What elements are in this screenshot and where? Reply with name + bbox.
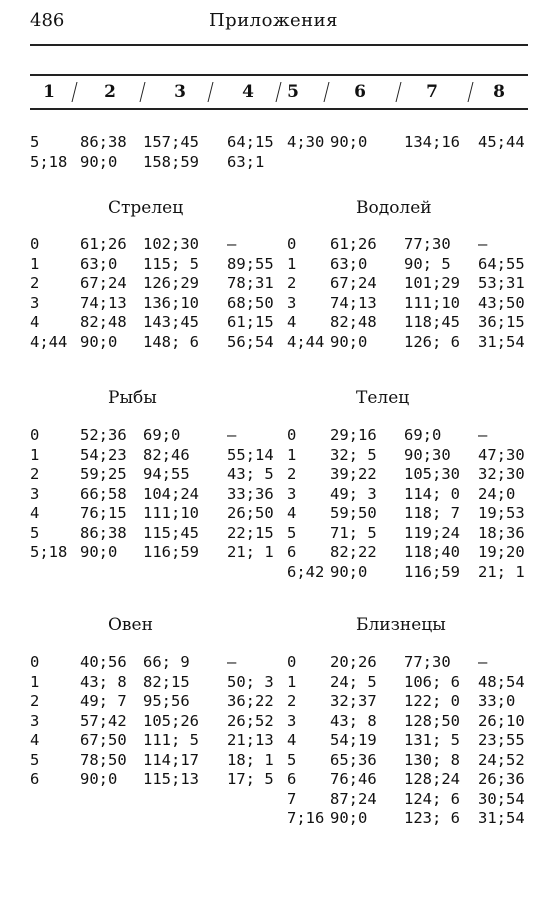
table-cell-arg: 2 [30,692,40,710]
table-cell-d: 59;50 [330,504,377,522]
table-row [0,464,547,484]
table-cell-arg: 2 [30,274,40,292]
table-top-rule [30,74,528,76]
table-cell-arg2: 3 [287,484,297,503]
table-cell-c: 36;22 [227,692,274,710]
table-cell-c: 89;55 [227,254,274,273]
table-cell-a: 66;58 [80,484,127,503]
column-separator [140,82,146,102]
table-cell-f: 64;55 [478,254,525,273]
table-cell-a: 57;42 [80,711,127,730]
table-cell-e: 116;59 [404,562,460,581]
table-cell-c: 18; 1 [227,750,274,769]
sign-title-left: Рыбы [108,388,157,408]
table-cell-arg2: 6 [287,543,297,561]
table-cell-f: 31;54 [478,332,525,351]
table-cell-arg2: 6;42 [287,562,325,581]
table-cell-f: 36;15 [478,313,525,331]
column-header: 7 [426,82,438,102]
table-cell-f: 43;50 [478,293,525,312]
table-cell-arg2: 1 [287,254,297,273]
table-cell-arg: 5;18 [30,543,68,561]
table-cell-arg: 4 [30,504,40,522]
table-cell-arg2: 4;30 [287,133,325,151]
table-cell-b: 143;45 [143,313,199,331]
table-row [0,273,547,293]
table-row [0,484,547,504]
table-cell-e: 118; 7 [404,504,460,522]
table-cell-d: 39;22 [330,465,377,483]
table-cell-a: 63;0 [80,254,118,273]
table-cell-b: 114;17 [143,750,199,769]
table-cell-d: 20;26 [330,653,377,671]
table-cell-a: 59;25 [80,465,127,483]
sign-title-left: Стрелец [108,198,184,218]
table-cell-c: 17; 5 [227,770,274,788]
table-cell-arg2: 4 [287,504,297,522]
table-cell-f: — [478,653,488,671]
table-cell-e: 128;24 [404,770,460,788]
table-cell-arg2: 3 [287,293,297,312]
table-row [0,711,547,731]
table-cell-f: 30;54 [478,789,525,808]
table-cell-a: 90;0 [80,770,118,788]
table-cell-b: 158;59 [143,152,199,171]
table-row [0,769,547,789]
table-cell-a: 74;13 [80,293,127,312]
column-header: 6 [354,82,366,102]
table-cell-f: 23;55 [478,731,525,749]
table-cell-d: 54;19 [330,731,377,749]
table-cell-a: 40;56 [80,653,127,671]
table-cell-a: 76;15 [80,504,127,522]
column-header: 5 [287,82,299,102]
column-header-row [30,80,528,104]
table-cell-d: 63;0 [330,254,368,273]
table-cell-e: 111;10 [404,293,460,312]
table-cell-c: 43; 5 [227,465,274,483]
table-cell-a: 78;50 [80,750,127,769]
table-row [0,672,547,692]
table-cell-b: 115; 5 [143,254,199,273]
table-cell-arg: 5 [30,133,40,151]
table-cell-a: 90;0 [80,152,118,171]
table-cell-a: 82;48 [80,313,127,331]
table-cell-arg2: 4 [287,313,297,331]
table-cell-f: 19;20 [478,543,525,561]
table-cell-d: 74;13 [330,293,377,312]
table-cell-a: 52;36 [80,426,127,444]
table-cell-e: 118;40 [404,543,460,561]
table-cell-b: 105;26 [143,711,199,730]
table-cell-a: 67;50 [80,731,127,749]
table-cell-c: 61;15 [227,313,274,331]
table-cell-d: 24; 5 [330,672,377,691]
running-title: Приложения [208,10,339,31]
table-cell-c: 50; 3 [227,672,274,691]
table-cell-arg2: 5 [287,750,297,769]
table-cell-arg2: 5 [287,523,297,542]
table-row [0,652,547,672]
table-row [0,730,547,750]
table-row [0,750,547,770]
table-cell-f: 48;54 [478,672,525,691]
table-cell-arg: 4 [30,313,40,331]
table-cell-d: 87;24 [330,789,377,808]
table-row [0,542,547,562]
table-cell-d: 43; 8 [330,711,377,730]
table-cell-f: 53;31 [478,274,525,292]
table-cell-f: — [478,426,488,444]
table-cell-b: 111; 5 [143,731,199,749]
table-cell-c: — [227,653,237,671]
table-cell-b: 148; 6 [143,332,199,351]
table-row [0,234,547,254]
table-cell-e: 119;24 [404,523,460,542]
table-cell-b: 66; 9 [143,653,190,671]
table-cell-c: 56;54 [227,332,274,351]
table-cell-arg: 5;18 [30,152,68,171]
column-header: 1 [43,82,55,102]
table-cell-b: 69;0 [143,426,181,444]
table-row [0,691,547,711]
table-cell-a: 86;38 [80,133,127,151]
table-row [0,523,547,543]
column-header: 2 [104,82,116,102]
table-cell-arg: 4;44 [30,332,68,351]
table-cell-b: 126;29 [143,274,199,292]
table-cell-d: 90;0 [330,332,368,351]
table-cell-f: 31;54 [478,809,525,827]
table-cell-f: 26;36 [478,770,525,788]
table-cell-c: 55;14 [227,445,274,464]
table-cell-a: 86;38 [80,523,127,542]
table-cell-e: 114; 0 [404,484,460,503]
table-cell-d: 29;16 [330,426,377,444]
table-cell-c: 21;13 [227,731,274,749]
table-cell-arg2: 2 [287,692,297,710]
table-cell-d: 49; 3 [330,484,377,503]
table-cell-d: 90;0 [330,809,368,827]
table-cell-arg2: 3 [287,711,297,730]
table-cell-arg2: 7 [287,789,297,808]
table-cell-f: 33;0 [478,692,516,710]
table-cell-arg: 0 [30,653,40,671]
table-cell-f: — [478,235,488,253]
table-cell-d: 32;37 [330,692,377,710]
page-header [0,10,547,36]
column-separator [72,82,78,102]
table-cell-d: 82;22 [330,543,377,561]
table-cell-d: 67;24 [330,274,377,292]
table-cell-b: 111;10 [143,504,199,522]
table-cell-arg: 0 [30,235,40,253]
table-row [0,293,547,313]
table-cell-d: 90;0 [330,562,368,581]
header-rule [30,44,528,46]
sign-title-left: Овен [108,615,153,635]
table-cell-d: 65;36 [330,750,377,769]
table-cell-b: 116;59 [143,543,199,561]
table-cell-c: 21; 1 [227,543,274,561]
sign-title-right: Телец [356,388,410,408]
table-cell-b: 157;45 [143,133,199,151]
table-cell-arg: 3 [30,484,40,503]
table-cell-arg2: 0 [287,426,297,444]
table-cell-arg: 5 [30,750,40,769]
table-cell-c: — [227,426,237,444]
table-cell-e: 128;50 [404,711,460,730]
table-cell-arg2: 2 [287,274,297,292]
table-cell-b: 115;13 [143,770,199,788]
table-cell-a: 61;26 [80,235,127,253]
table-cell-arg: 3 [30,711,40,730]
table-cell-c: 22;15 [227,523,274,542]
table-cell-arg2: 0 [287,235,297,253]
page-number: 486 [30,10,65,31]
table-cell-b: 102;30 [143,235,199,253]
table-row [0,789,547,809]
table-cell-a: 67;24 [80,274,127,292]
table-cell-arg: 6 [30,770,40,788]
table-cell-e: 69;0 [404,426,442,444]
table-cell-a: 90;0 [80,543,118,561]
table-cell-arg: 3 [30,293,40,312]
table-cell-b: 136;10 [143,293,199,312]
table-cell-arg2: 2 [287,465,297,483]
table-cell-e: 77;30 [404,653,451,671]
table-cell-arg: 1 [30,672,40,691]
table-cell-f: 24;0 [478,484,516,503]
table-row [0,445,547,465]
table-cell-d: 82;48 [330,313,377,331]
table-cell-e: 105;30 [404,465,460,483]
table-cell-arg2: 6 [287,770,297,788]
table-cell-e: 118;45 [404,313,460,331]
table-cell-e: 134;16 [404,133,460,151]
table-cell-d: 32; 5 [330,445,377,464]
table-row [0,312,547,332]
column-header: 3 [174,82,186,102]
table-cell-c: 68;50 [227,293,274,312]
table-cell-c: 63;1 [227,152,265,171]
table-cell-a: 49; 7 [80,692,127,710]
table-cell-e: 123; 6 [404,809,460,827]
table-cell-e: 106; 6 [404,672,460,691]
table-row [0,132,547,152]
table-cell-e: 122; 0 [404,692,460,710]
table-cell-c: 26;52 [227,711,274,730]
table-row [0,152,547,172]
table-row [0,425,547,445]
column-header: 8 [493,82,505,102]
table-cell-d: 90;0 [330,133,368,151]
table-cell-arg2: 4 [287,731,297,749]
sign-title-right: Водолей [356,198,432,218]
table-cell-f: 19;53 [478,504,525,522]
table-cell-c: 64;15 [227,133,274,151]
table-cell-b: 82;15 [143,672,190,691]
table-cell-c: 33;36 [227,484,274,503]
table-cell-f: 21; 1 [478,562,525,581]
table-cell-e: 77;30 [404,235,451,253]
table-cell-c: 26;50 [227,504,274,522]
table-cell-d: 71; 5 [330,523,377,542]
table-cell-arg: 1 [30,254,40,273]
table-cell-a: 90;0 [80,332,118,351]
table-cell-e: 126; 6 [404,332,460,351]
table-cell-c: — [227,235,237,253]
sign-title-right: Близнецы [356,615,446,635]
table-cell-f: 18;36 [478,523,525,542]
table-cell-arg: 0 [30,426,40,444]
table-cell-arg: 4 [30,731,40,749]
table-cell-arg2: 1 [287,445,297,464]
table-cell-a: 43; 8 [80,672,127,691]
table-row [0,503,547,523]
column-header-rule [30,108,528,110]
table-row [0,808,547,828]
table-cell-e: 90; 5 [404,254,451,273]
table-cell-c: 78;31 [227,274,274,292]
table-cell-arg2: 4;44 [287,332,325,351]
table-cell-e: 90;30 [404,445,451,464]
table-cell-b: 115;45 [143,523,199,542]
table-cell-b: 104;24 [143,484,199,503]
table-cell-arg2: 0 [287,653,297,671]
table-cell-b: 94;55 [143,465,190,483]
column-header: 4 [242,82,254,102]
table-cell-arg2: 1 [287,672,297,691]
table-cell-f: 26;10 [478,711,525,730]
table-cell-arg: 2 [30,465,40,483]
table-cell-d: 76;46 [330,770,377,788]
table-cell-b: 95;56 [143,692,190,710]
table-row [0,332,547,352]
table-cell-f: 45;44 [478,133,525,151]
table-cell-f: 32;30 [478,465,525,483]
table-cell-d: 61;26 [330,235,377,253]
table-cell-a: 54;23 [80,445,127,464]
table-cell-f: 47;30 [478,445,525,464]
table-cell-f: 24;52 [478,750,525,769]
table-cell-arg2: 7;16 [287,809,325,827]
table-cell-e: 101;29 [404,274,460,292]
table-cell-e: 131; 5 [404,731,460,749]
table-row [0,562,547,582]
table-cell-e: 130; 8 [404,750,460,769]
table-cell-arg: 5 [30,523,40,542]
table-row [0,254,547,274]
table-cell-b: 82;46 [143,445,190,464]
table-cell-e: 124; 6 [404,789,460,808]
table-cell-arg: 1 [30,445,40,464]
